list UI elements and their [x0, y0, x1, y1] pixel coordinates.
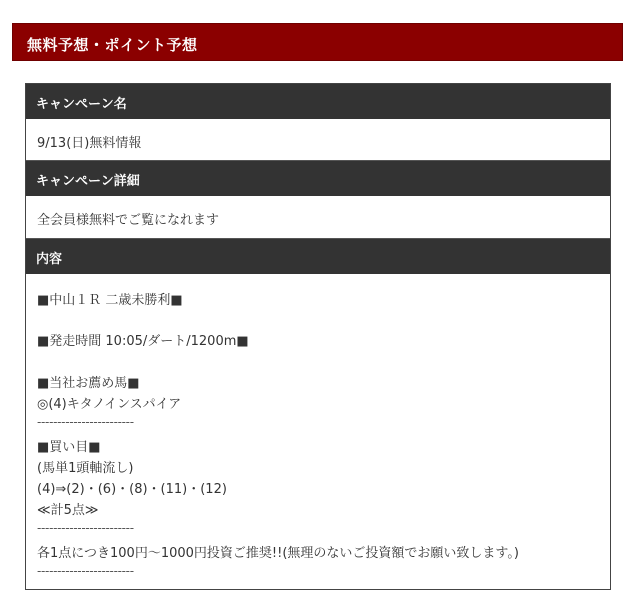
bet-header-line: ■買い目■: [37, 440, 101, 455]
campaign-name-label: キャンペーン名: [36, 97, 127, 112]
campaign-panel: [25, 83, 611, 590]
separator-line: ------------------------: [37, 564, 134, 578]
campaign-detail-label: キャンペーン詳細: [36, 174, 140, 189]
start-time-line: ■発走時間 10:05/ダート/1200m■: [37, 334, 249, 349]
campaign-name-row: [26, 119, 610, 161]
campaign-name-header: [26, 84, 610, 119]
separator-line: ------------------------: [37, 415, 134, 429]
content-label: 内容: [36, 252, 63, 267]
bet-combination-line: (4)⇒(2)・(6)・(8)・(11)・(12): [37, 482, 227, 497]
bet-total-line: ≪計5点≫: [37, 503, 99, 518]
page-title: 無料予想・ポイント予想: [27, 36, 198, 54]
campaign-detail-value: 全会員様無料でご覧になれます: [37, 213, 220, 228]
race-title-line: ■中山１Ｒ 二歳未勝利■: [37, 293, 183, 308]
campaign-name-value: 9/13(日)無料情報: [37, 136, 142, 151]
bet-type-line: (馬単1頭軸流し): [37, 461, 134, 476]
separator-line: ------------------------: [37, 521, 134, 535]
campaign-detail-row: [26, 196, 610, 239]
campaign-detail-header: [26, 161, 610, 196]
page-header: [12, 23, 623, 61]
recommended-horse-line: ◎(4)キタノインスパイア: [37, 397, 182, 412]
recommended-header-line: ■当社お薦め馬■: [37, 376, 140, 391]
content-header: [26, 239, 610, 274]
investment-note-line: 各1点につき100円〜1000円投資ご推奨!!(無理のないご投資額でお願い致します。): [37, 546, 519, 561]
